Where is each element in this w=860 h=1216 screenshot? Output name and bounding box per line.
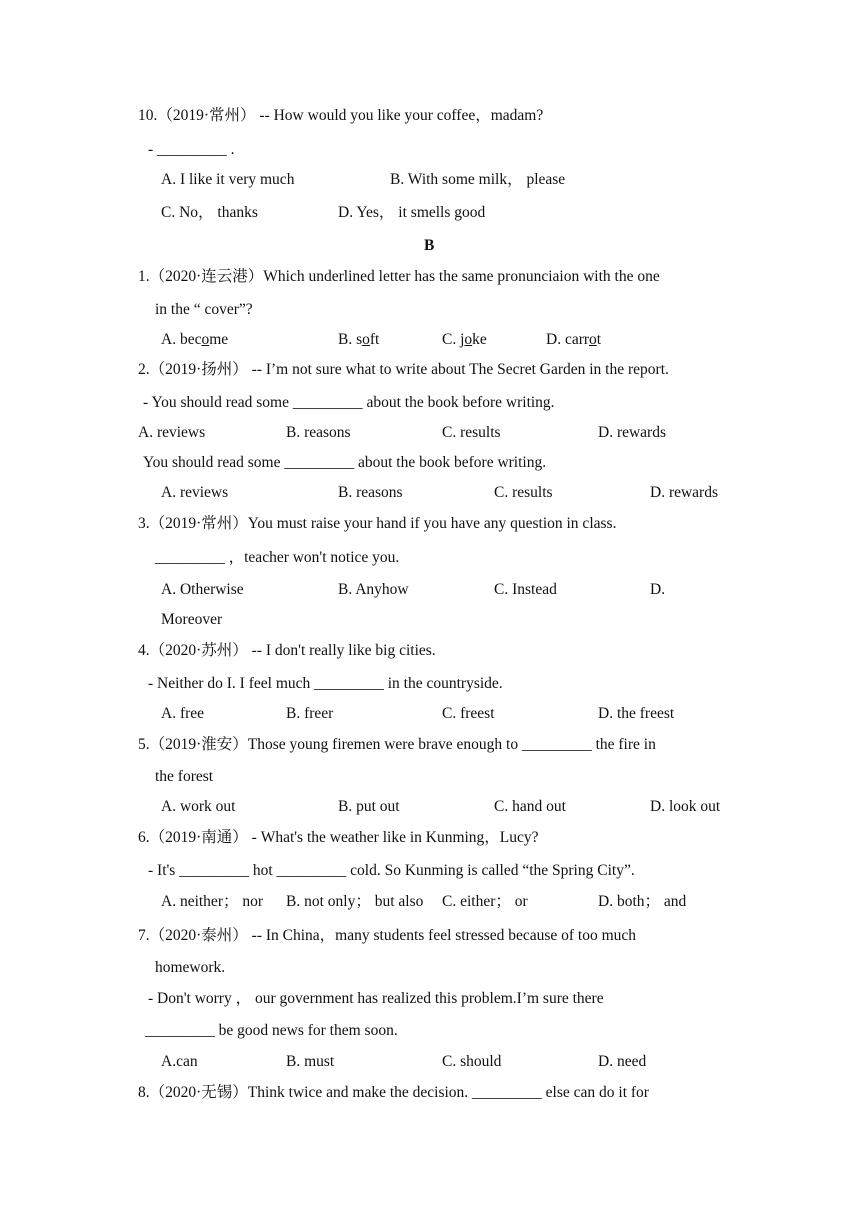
q2-stem: 2.（2019·扬州） -- I’m not sure what to write about The Secret Garden in the report. [138, 361, 669, 378]
q10-option-c: C. No， thanks [161, 204, 258, 221]
q5-stem-cont: the forest [155, 768, 214, 785]
q10-option-d: D. Yes， it smells good [338, 204, 486, 221]
q7-option-b: B. must [286, 1053, 335, 1070]
q2-line-3: You should read some _________ about the book before writing. [143, 454, 547, 471]
q3-option-d-cont: Moreover [161, 611, 223, 628]
q7-option-a: A.can [161, 1053, 198, 1070]
q5-option-b: B. put out [338, 798, 400, 815]
q3-option-d: D. [650, 581, 666, 598]
q6-stem: 6.（2019·南通） - What's the weather like in Kunming，Lucy? [138, 829, 539, 846]
q2-line-2: - You should read some _________ about the book before writing. [143, 394, 555, 411]
q6-option-a: A. neither； nor [161, 893, 264, 910]
q7-line-4: _________ be good news for them soon. [145, 1022, 398, 1039]
q6-option-d: D. both； and [598, 893, 687, 910]
q3-option-c: C. Instead [494, 581, 557, 598]
q6-option-b: B. not only； but also [286, 893, 424, 910]
q10-stem: 10.（2019·常州） -- How would you like your coffee，madam? [138, 107, 544, 124]
q2-option-b: B. reasons [286, 424, 351, 441]
q1-option-d: D. carrot [546, 331, 602, 348]
q8-stem: 8.（2020·无锡）Think twice and make the decision. _________ else can do it for [138, 1084, 649, 1101]
q6-option-c: C. either； or [442, 893, 528, 910]
q4-option-a: A. free [161, 705, 205, 722]
q2-option-d-2: D. rewards [650, 484, 719, 501]
q6-line-2: - It's _________ hot _________ cold. So Kunming is called “the Spring City”. [148, 862, 635, 879]
q2-option-c-2: C. results [494, 484, 553, 501]
q7-line-3: - Don't worry ， our government has realized this problem.I’m sure there [148, 990, 604, 1007]
q4-line-2: - Neither do I. I feel much _________ in the countryside. [148, 675, 503, 692]
q5-option-a: A. work out [161, 798, 236, 815]
section-heading: B [424, 237, 435, 254]
q1-stem-cont: in the “ cover”? [155, 301, 253, 318]
q2-option-b-2: B. reasons [338, 484, 403, 501]
q3-stem-cont: _________ ，teacher won't notice you. [155, 549, 400, 566]
q3-option-a: A. Otherwise [161, 581, 244, 598]
q1-option-c: C. joke [442, 331, 487, 348]
q7-stem-cont: homework. [155, 959, 226, 976]
q3-option-b: B. Anyhow [338, 581, 409, 598]
q2-option-d: D. rewards [598, 424, 667, 441]
q7-option-d: D. need [598, 1053, 647, 1070]
q4-option-d: D. the freest [598, 705, 675, 722]
q2-option-a-2: A. reviews [161, 484, 229, 501]
q2-option-c: C. results [442, 424, 501, 441]
q1-stem: 1.（2020·连云港）Which underlined letter has the same pronunciaion with the one [138, 268, 660, 285]
q7-stem: 7.（2020·泰州） -- In China，many students feel stressed because of too much [138, 927, 637, 944]
q1-option-b: B. soft [338, 331, 380, 348]
q5-stem: 5.（2019·淮安）Those young firemen were brave enough to _________ the fire in [138, 736, 656, 753]
q4-option-b: B. freer [286, 705, 334, 722]
q2-option-a: A. reviews [138, 424, 206, 441]
q7-option-c: C. should [442, 1053, 502, 1070]
q5-option-d: D. look out [650, 798, 721, 815]
q10-answer-line: - _________ . [148, 141, 235, 158]
q4-stem: 4.（2020·苏州） -- I don't really like big cities. [138, 642, 436, 659]
q1-option-a: A. become [161, 331, 229, 348]
q3-stem: 3.（2019·常州）You must raise your hand if you have any question in class. [138, 515, 617, 532]
q5-option-c: C. hand out [494, 798, 566, 815]
q4-option-c: C. freest [442, 705, 495, 722]
q10-option-b: B. With some milk， please [390, 171, 566, 188]
q10-option-a: A. I like it very much [161, 171, 295, 188]
